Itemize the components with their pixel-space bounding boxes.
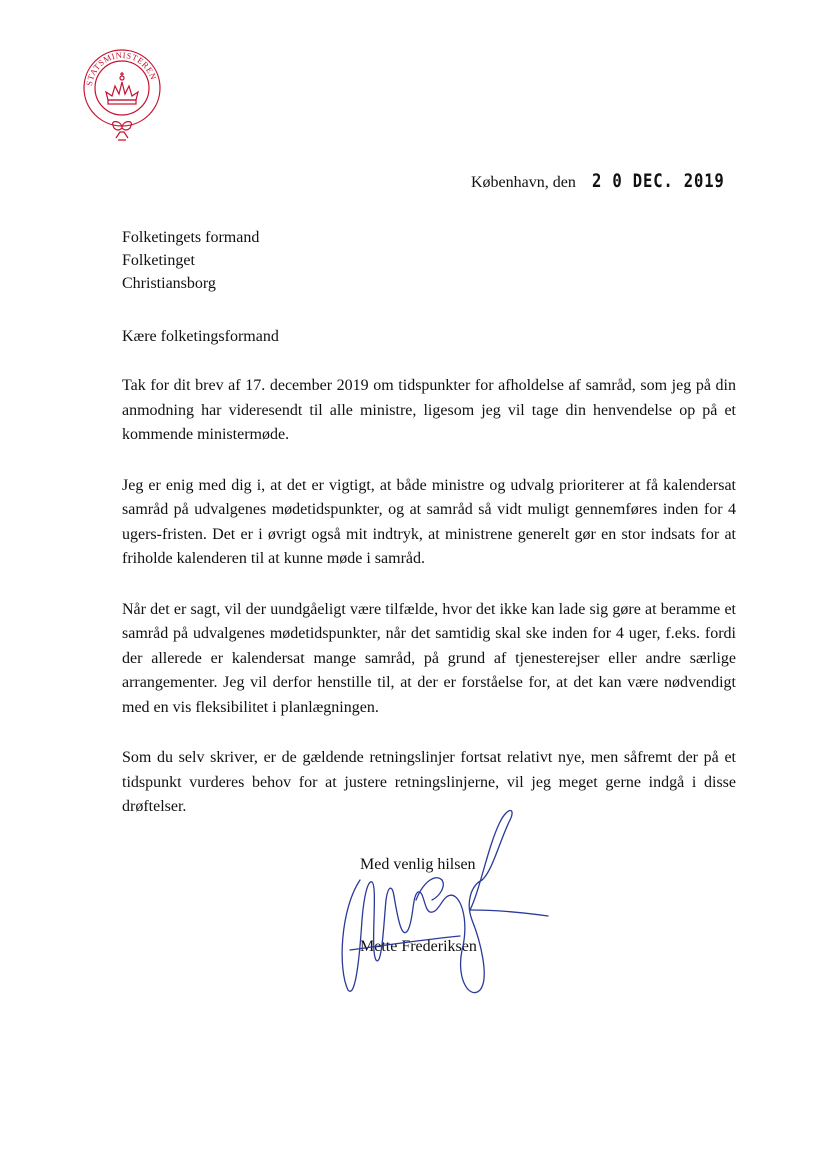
body-paragraph-1: Tak for dit brev af 17. december 2019 om tidspunkter for afholdelse af samråd, som jeg på din anmodning har videresendt til alle ministre, ligesom jeg vil tage din henvendelse op på et kommende ministermøde. (122, 377, 736, 443)
recipient-line-3: Christiansborg (122, 275, 216, 292)
dateline (471, 170, 801, 192)
letter-body (122, 374, 736, 846)
recipient-line-1: Folketingets formand (122, 229, 260, 246)
place-date-label: København, den (471, 174, 576, 191)
crown-seal-icon (80, 44, 164, 146)
salutation: Kære folketingsformand (122, 328, 279, 345)
date-stamp: 2 0 DEC. 2019 (591, 170, 725, 192)
svg-text:STATSMINISTEREN: STATSMINISTEREN (84, 49, 159, 87)
closing: Med venlig hilsen (360, 856, 476, 873)
body-paragraph-2: Jeg er enig med dig i, at det er vigtigt, at både ministre og udvalg prioriterer at få kalendersat samråd på udvalgenes mødetidspunkter, og at samråd så vidt muligt gennemføres inden for 4 ugers-fristen. Det er i øvrigt også mit indtryk, at ministrene generelt gør en stor indsats for at friholde kalenderen til at kunne møde i samråd. (122, 476, 736, 567)
statsministeren-seal-logo (80, 44, 164, 146)
recipient-address (122, 226, 522, 295)
body-paragraph-4: Som du selv skriver, er de gældende retningslinjer fortsat relativt nye, men såfremt der på et tidspunkt vurderes behov for at justere retningslinjerne, vil jeg meget gerne indgå i disse drøftelser. (122, 749, 736, 815)
body-paragraph-3: Når det er sagt, vil der uundgåeligt være tilfælde, hvor det ikke kan lade sig gøre at beramme et samråd på udvalgenes mødetidspunkter, når det samtidig skal ske inden for 4 uger, f.eks. fordi der allerede er kalendersat mange samråd, på grund af tjenesterejser eller andre særlige arrangementer. Jeg vil derfor henstille til, at der er forståelse for, at det kan være nødvendigt med en vis fleksibilitet i planlægningen. (122, 600, 736, 716)
signer-name: Mette Frederiksen (360, 938, 477, 955)
recipient-line-2: Folketinget (122, 252, 195, 269)
